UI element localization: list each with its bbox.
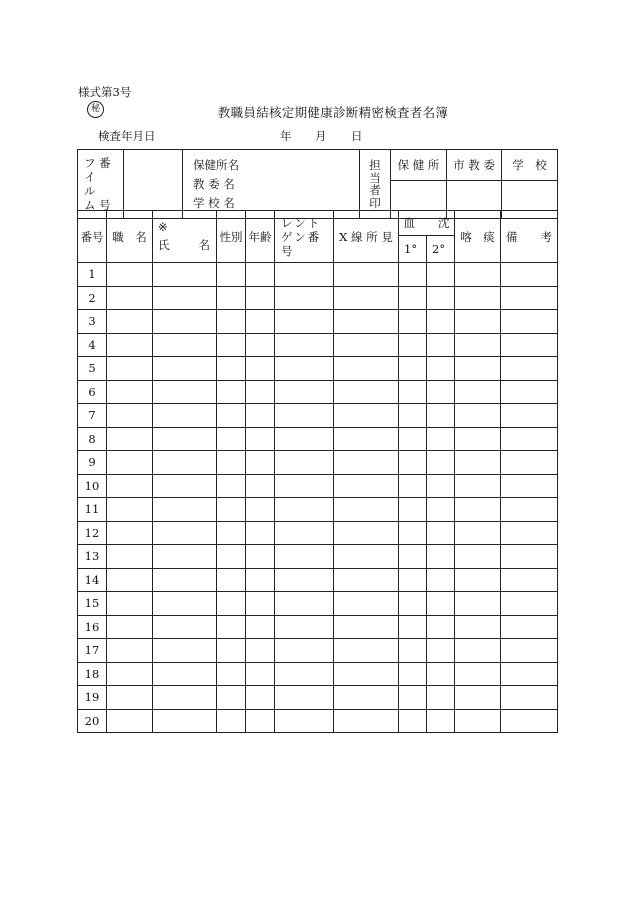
row-number: 17 [78, 639, 107, 663]
row-number: 10 [78, 474, 107, 498]
remarks-cell[interactable] [501, 380, 558, 404]
xray-number-cell[interactable] [275, 451, 334, 475]
xray-findings-cell[interactable] [334, 474, 399, 498]
xray-findings-cell[interactable] [334, 404, 399, 428]
job-cell[interactable] [107, 592, 153, 616]
esr-2h-cell[interactable] [427, 427, 455, 451]
xray-number-cell[interactable] [275, 662, 334, 686]
sex-cell[interactable] [217, 474, 246, 498]
xray-findings-cell[interactable] [334, 615, 399, 639]
xray-findings-cell[interactable] [334, 592, 399, 616]
remarks-cell[interactable] [501, 310, 558, 334]
sex-cell[interactable] [217, 568, 246, 592]
table-row [78, 709, 558, 733]
xray-findings-cell[interactable] [334, 333, 399, 357]
xray-number-cell[interactable] [275, 545, 334, 569]
table-row [78, 498, 558, 522]
job-cell[interactable] [107, 286, 153, 310]
name-cell[interactable] [153, 662, 217, 686]
sex-cell[interactable] [217, 639, 246, 663]
header-xray-number: レントゲン番号 [275, 211, 334, 263]
sex-cell[interactable] [217, 662, 246, 686]
remarks-cell[interactable] [501, 286, 558, 310]
row-number: 12 [78, 521, 107, 545]
row-number: 1 [78, 263, 107, 287]
remarks-cell[interactable] [501, 686, 558, 710]
job-cell[interactable] [107, 404, 153, 428]
remarks-cell[interactable] [501, 545, 558, 569]
esr-1h-cell[interactable] [399, 380, 427, 404]
sputum-cell[interactable] [455, 498, 501, 522]
esr-1h-cell[interactable] [399, 451, 427, 475]
age-cell[interactable] [246, 263, 275, 287]
esr-2h-cell[interactable] [427, 545, 455, 569]
age-cell[interactable] [246, 451, 275, 475]
sex-cell[interactable] [217, 545, 246, 569]
job-cell[interactable] [107, 380, 153, 404]
esr-1h-cell[interactable] [399, 568, 427, 592]
name-cell[interactable] [153, 686, 217, 710]
esr-1h-cell[interactable] [399, 286, 427, 310]
job-cell[interactable] [107, 474, 153, 498]
table-row [78, 639, 558, 663]
esr-1h-cell[interactable] [399, 357, 427, 381]
age-cell[interactable] [246, 310, 275, 334]
esr-2h-cell[interactable] [427, 639, 455, 663]
info-table [77, 149, 558, 219]
esr-2h-cell[interactable] [427, 404, 455, 428]
row-number: 8 [78, 427, 107, 451]
xray-findings-cell[interactable] [334, 286, 399, 310]
age-cell[interactable] [246, 521, 275, 545]
age-cell[interactable] [246, 568, 275, 592]
sex-cell[interactable] [217, 427, 246, 451]
esr-1h-cell[interactable] [399, 592, 427, 616]
sputum-cell[interactable] [455, 662, 501, 686]
sputum-cell[interactable] [455, 263, 501, 287]
sputum-cell[interactable] [455, 521, 501, 545]
sputum-cell[interactable] [455, 451, 501, 475]
age-cell[interactable] [246, 404, 275, 428]
esr-1h-cell[interactable] [399, 474, 427, 498]
school-name-label: 学 校 名 [193, 195, 235, 210]
remarks-cell[interactable] [501, 498, 558, 522]
sex-cell[interactable] [217, 615, 246, 639]
xray-findings-cell[interactable] [334, 451, 399, 475]
xray-number-cell[interactable] [275, 709, 334, 733]
header-esr-2h: 2° [427, 236, 455, 263]
esr-1h-cell[interactable] [399, 545, 427, 569]
xray-findings-cell[interactable] [334, 357, 399, 381]
esr-2h-cell[interactable] [427, 686, 455, 710]
row-number: 4 [78, 333, 107, 357]
xray-findings-cell[interactable] [334, 639, 399, 663]
xray-findings-cell[interactable] [334, 380, 399, 404]
table-row [78, 451, 558, 475]
table-row [78, 592, 558, 616]
age-cell[interactable] [246, 474, 275, 498]
table-row [78, 357, 558, 381]
remarks-cell[interactable] [501, 639, 558, 663]
confidential-stamp: 秘 [87, 101, 104, 118]
header-remarks: 備 考 [501, 211, 558, 263]
esr-2h-cell[interactable] [427, 709, 455, 733]
job-cell[interactable] [107, 709, 153, 733]
row-number: 3 [78, 310, 107, 334]
esr-2h-cell[interactable] [427, 568, 455, 592]
job-cell[interactable] [107, 639, 153, 663]
row-number: 13 [78, 545, 107, 569]
remarks-cell[interactable] [501, 451, 558, 475]
age-cell[interactable] [246, 357, 275, 381]
age-cell[interactable] [246, 333, 275, 357]
city-board-header: 市 教 委 [447, 150, 502, 181]
remarks-cell[interactable] [501, 263, 558, 287]
header-esr-1h: 1° [399, 236, 427, 263]
sputum-cell[interactable] [455, 545, 501, 569]
table-row [78, 380, 558, 404]
row-number: 5 [78, 357, 107, 381]
xray-number-cell[interactable] [275, 380, 334, 404]
name-cell[interactable] [153, 404, 217, 428]
xray-number-cell[interactable] [275, 404, 334, 428]
job-cell[interactable] [107, 427, 153, 451]
xray-findings-cell[interactable] [334, 686, 399, 710]
row-number: 7 [78, 404, 107, 428]
name-cell[interactable] [153, 521, 217, 545]
esr-2h-cell[interactable] [427, 592, 455, 616]
month-label: 月 [315, 129, 327, 143]
name-cell[interactable] [153, 498, 217, 522]
film-number-label: フ 番 イ ル ム 号 [78, 150, 124, 219]
person-in-charge-seal-label: 担 当 者 印 [360, 150, 391, 219]
job-cell[interactable] [107, 357, 153, 381]
table-row [78, 474, 558, 498]
sex-cell[interactable] [217, 404, 246, 428]
header-no: 番号 [78, 211, 107, 263]
xray-number-cell[interactable] [275, 592, 334, 616]
age-cell[interactable] [246, 639, 275, 663]
esr-2h-cell[interactable] [427, 380, 455, 404]
document-title: 教職員結核定期健康診断精密検査者名簿 [217, 105, 449, 120]
job-cell[interactable] [107, 686, 153, 710]
row-number: 11 [78, 498, 107, 522]
name-cell[interactable] [153, 263, 217, 287]
job-cell[interactable] [107, 615, 153, 639]
esr-2h-cell[interactable] [427, 474, 455, 498]
xray-number-cell[interactable] [275, 521, 334, 545]
name-cell[interactable] [153, 333, 217, 357]
esr-2h-cell[interactable] [427, 662, 455, 686]
header-sex: 性別 [217, 211, 246, 263]
name-cell[interactable] [153, 427, 217, 451]
film-number-field[interactable] [124, 150, 183, 219]
sex-cell[interactable] [217, 357, 246, 381]
table-row [78, 333, 558, 357]
remarks-cell[interactable] [501, 592, 558, 616]
sputum-cell[interactable] [455, 615, 501, 639]
xray-number-cell[interactable] [275, 639, 334, 663]
exam-date-label: 検査年月日 [98, 129, 156, 143]
age-cell[interactable] [246, 615, 275, 639]
sputum-cell[interactable] [455, 333, 501, 357]
header-job-title: 職 名 [107, 211, 153, 263]
sputum-cell[interactable] [455, 568, 501, 592]
xray-number-cell[interactable] [275, 333, 334, 357]
esr-1h-cell[interactable] [399, 709, 427, 733]
school-header: 学 校 [502, 150, 558, 181]
xray-findings-cell[interactable] [334, 709, 399, 733]
name-cell[interactable] [153, 474, 217, 498]
esr-1h-cell[interactable] [399, 662, 427, 686]
sputum-cell[interactable] [455, 474, 501, 498]
age-cell[interactable] [246, 427, 275, 451]
name-cell[interactable] [153, 357, 217, 381]
name-cell[interactable] [153, 286, 217, 310]
table-row [78, 404, 558, 428]
job-cell[interactable] [107, 263, 153, 287]
sputum-cell[interactable] [455, 404, 501, 428]
esr-1h-cell[interactable] [399, 310, 427, 334]
sputum-cell[interactable] [455, 310, 501, 334]
name-cell[interactable] [153, 380, 217, 404]
remarks-cell[interactable] [501, 474, 558, 498]
esr-2h-cell[interactable] [427, 451, 455, 475]
esr-1h-cell[interactable] [399, 427, 427, 451]
table-row [78, 263, 558, 287]
row-number: 15 [78, 592, 107, 616]
sputum-cell[interactable] [455, 286, 501, 310]
xray-number-cell[interactable] [275, 286, 334, 310]
xray-number-cell[interactable] [275, 357, 334, 381]
sputum-cell[interactable] [455, 639, 501, 663]
table-row [78, 545, 558, 569]
job-cell[interactable] [107, 333, 153, 357]
age-cell[interactable] [246, 286, 275, 310]
sex-cell[interactable] [217, 451, 246, 475]
name-cell[interactable] [153, 451, 217, 475]
header-name: ※ 氏 名 [153, 211, 217, 263]
remarks-cell[interactable] [501, 709, 558, 733]
table-row [78, 662, 558, 686]
sex-cell[interactable] [217, 263, 246, 287]
xray-number-cell[interactable] [275, 427, 334, 451]
xray-number-cell[interactable] [275, 310, 334, 334]
sex-cell[interactable] [217, 380, 246, 404]
table-row [78, 521, 558, 545]
xray-findings-cell[interactable] [334, 662, 399, 686]
xray-number-cell[interactable] [275, 568, 334, 592]
sputum-cell[interactable] [455, 357, 501, 381]
esr-2h-cell[interactable] [427, 615, 455, 639]
health-center-name-label: 保健所名 [193, 157, 239, 172]
esr-2h-cell[interactable] [427, 310, 455, 334]
row-number: 14 [78, 568, 107, 592]
row-number: 20 [78, 709, 107, 733]
xray-findings-cell[interactable] [334, 427, 399, 451]
esr-1h-cell[interactable] [399, 639, 427, 663]
row-number: 19 [78, 686, 107, 710]
age-cell[interactable] [246, 592, 275, 616]
sputum-cell[interactable] [455, 592, 501, 616]
job-cell[interactable] [107, 521, 153, 545]
xray-number-cell[interactable] [275, 686, 334, 710]
xray-number-cell[interactable] [275, 498, 334, 522]
xray-findings-cell[interactable] [334, 310, 399, 334]
sputum-cell[interactable] [455, 427, 501, 451]
sputum-cell[interactable] [455, 686, 501, 710]
table-row [78, 286, 558, 310]
age-cell[interactable] [246, 380, 275, 404]
esr-2h-cell[interactable] [427, 263, 455, 287]
esr-2h-cell[interactable] [427, 286, 455, 310]
remarks-cell[interactable] [501, 404, 558, 428]
esr-2h-cell[interactable] [427, 357, 455, 381]
table-row [78, 427, 558, 451]
age-cell[interactable] [246, 498, 275, 522]
name-cell[interactable] [153, 310, 217, 334]
sex-cell[interactable] [217, 310, 246, 334]
xray-findings-cell[interactable] [334, 498, 399, 522]
remarks-cell[interactable] [501, 333, 558, 357]
job-cell[interactable] [107, 310, 153, 334]
job-cell[interactable] [107, 662, 153, 686]
age-cell[interactable] [246, 709, 275, 733]
xray-findings-cell[interactable] [334, 568, 399, 592]
name-cell[interactable] [153, 568, 217, 592]
table-row [78, 686, 558, 710]
table-row [78, 568, 558, 592]
age-cell[interactable] [246, 545, 275, 569]
table-row [78, 615, 558, 639]
institution-names [183, 150, 360, 219]
xray-number-cell[interactable] [275, 474, 334, 498]
sex-cell[interactable] [217, 286, 246, 310]
row-number: 6 [78, 380, 107, 404]
xray-number-cell[interactable] [275, 263, 334, 287]
row-number: 2 [78, 286, 107, 310]
esr-1h-cell[interactable] [399, 521, 427, 545]
xray-findings-cell[interactable] [334, 545, 399, 569]
health-center-header: 保 健 所 [391, 150, 447, 181]
remarks-cell[interactable] [501, 568, 558, 592]
header-esr: 血 沈 [399, 211, 455, 236]
name-cell[interactable] [153, 709, 217, 733]
name-cell[interactable] [153, 639, 217, 663]
xray-findings-cell[interactable] [334, 521, 399, 545]
name-cell[interactable] [153, 592, 217, 616]
examinee-table [77, 210, 558, 733]
sex-cell[interactable] [217, 709, 246, 733]
sex-cell[interactable] [217, 592, 246, 616]
header-age: 年齢 [246, 211, 275, 263]
row-number: 18 [78, 662, 107, 686]
remarks-cell[interactable] [501, 615, 558, 639]
esr-1h-cell[interactable] [399, 686, 427, 710]
header-xray-findings: X 線 所 見 [334, 211, 399, 263]
age-cell[interactable] [246, 686, 275, 710]
remarks-cell[interactable] [501, 427, 558, 451]
remarks-cell[interactable] [501, 521, 558, 545]
name-cell[interactable] [153, 615, 217, 639]
sputum-cell[interactable] [455, 709, 501, 733]
row-number: 16 [78, 615, 107, 639]
xray-findings-cell[interactable] [334, 263, 399, 287]
job-cell[interactable] [107, 545, 153, 569]
job-cell[interactable] [107, 451, 153, 475]
table-row [78, 310, 558, 334]
sex-cell[interactable] [217, 521, 246, 545]
remarks-cell[interactable] [501, 662, 558, 686]
row-number: 9 [78, 451, 107, 475]
esr-2h-cell[interactable] [427, 498, 455, 522]
sex-cell[interactable] [217, 498, 246, 522]
esr-1h-cell[interactable] [399, 615, 427, 639]
xray-number-cell[interactable] [275, 615, 334, 639]
job-cell[interactable] [107, 498, 153, 522]
age-cell[interactable] [246, 662, 275, 686]
esr-1h-cell[interactable] [399, 263, 427, 287]
form-number: 様式第3号 [78, 85, 132, 99]
sex-cell[interactable] [217, 686, 246, 710]
day-label: 日 [351, 129, 363, 143]
esr-1h-cell[interactable] [399, 404, 427, 428]
name-cell[interactable] [153, 545, 217, 569]
esr-2h-cell[interactable] [427, 521, 455, 545]
board-name-label: 教 委 名 [193, 176, 235, 191]
esr-1h-cell[interactable] [399, 333, 427, 357]
esr-1h-cell[interactable] [399, 498, 427, 522]
sex-cell[interactable] [217, 333, 246, 357]
year-label: 年 [280, 129, 292, 143]
sputum-cell[interactable] [455, 380, 501, 404]
job-cell[interactable] [107, 568, 153, 592]
remarks-cell[interactable] [501, 357, 558, 381]
esr-2h-cell[interactable] [427, 333, 455, 357]
header-sputum: 喀 痰 [455, 211, 501, 263]
